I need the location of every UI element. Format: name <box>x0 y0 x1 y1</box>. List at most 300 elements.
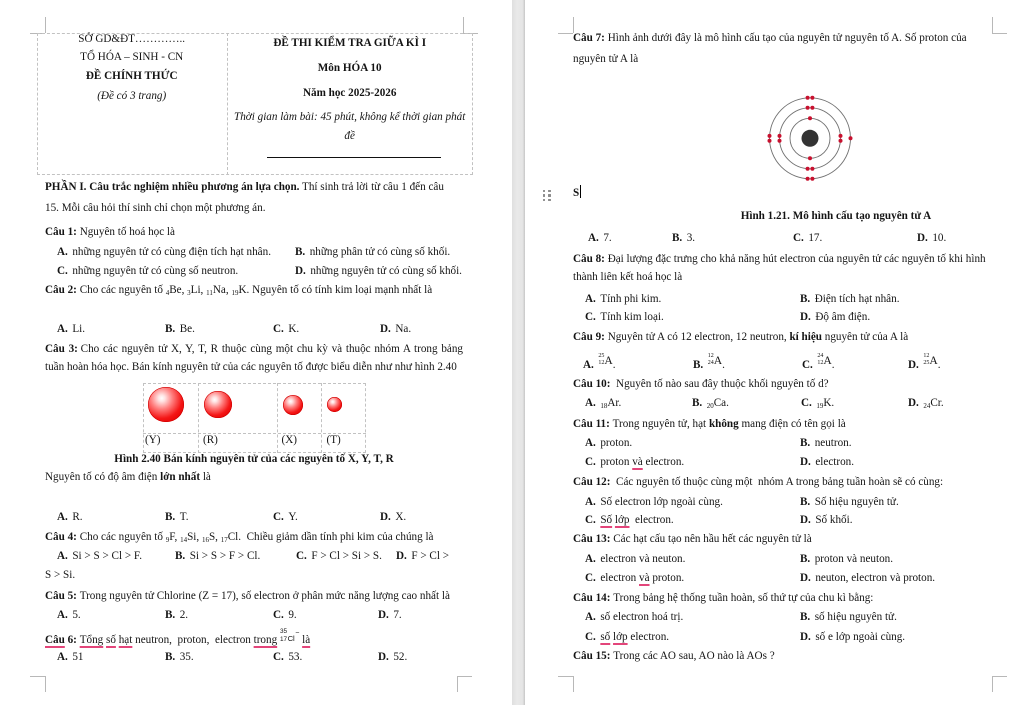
option-text: 7. <box>603 232 612 245</box>
sphere-label-y: (Y) <box>145 434 161 446</box>
figure-1-21-caption: Hình 1.21. Mô hình cấu tạo nguyên tử A <box>740 209 932 222</box>
drag-handle-dot <box>548 194 551 197</box>
subscript: 17 <box>220 535 228 544</box>
question-11 <box>573 415 846 433</box>
question-label: Câu 9: <box>573 331 605 344</box>
option-letter: B. <box>175 550 186 563</box>
figure-table-divider <box>277 383 278 453</box>
isotope-notation <box>279 628 300 645</box>
option-text <box>600 631 669 643</box>
atom-sphere-x <box>283 395 303 415</box>
question-stem: Trong nguyên tử Chlorine (Z = 17), số electron ở phân mức năng lượng cao nhất là <box>79 589 450 602</box>
option-text: electron và neuton. <box>600 553 686 565</box>
option-text <box>923 397 943 409</box>
option-text <box>600 572 684 584</box>
option-letter: B. <box>165 609 176 621</box>
electron-dot <box>806 106 810 110</box>
option-text: 51 <box>72 651 84 664</box>
text-run: electron. <box>629 514 674 526</box>
q12-option-b <box>800 493 899 511</box>
text-run: Cl. Chiều giảm dần tính phi kim của chúng là <box>227 530 434 543</box>
q8-option-a <box>585 290 661 308</box>
drag-handle-dot <box>543 199 546 202</box>
q1-option-c <box>57 262 238 280</box>
option-letter: C. <box>585 514 596 526</box>
text-run: electron. <box>642 456 685 469</box>
q7-option-c <box>793 229 822 247</box>
spelling-flagged-word[interactable]: lớp <box>613 631 628 644</box>
option-text: 10. <box>932 232 947 245</box>
option-text <box>707 352 725 371</box>
ion-charge: − <box>295 630 300 638</box>
mass-number: 12 <box>707 352 714 359</box>
question-label: Câu 14: <box>573 592 611 604</box>
question-stem: Trong bảng hệ thống tuần hoàn, số thứ tự của chu kì bằng: <box>613 592 874 604</box>
document-page-1[interactable] <box>0 0 512 705</box>
text-run: Si, <box>187 530 202 543</box>
option-text: những nguyên tử có cùng số neutron. <box>72 264 239 277</box>
question-stem <box>608 331 908 343</box>
option-letter: B. <box>692 397 703 410</box>
option-text: proton. <box>600 437 633 449</box>
q7-option-d <box>917 229 946 247</box>
header-table-divider <box>227 33 228 175</box>
corner-mark <box>457 676 458 692</box>
atomic-number: 25 <box>923 359 930 366</box>
q8-option-b <box>800 290 900 308</box>
option-text <box>600 456 684 468</box>
exam-subject: Môn HÓA 10 <box>317 62 382 75</box>
corner-mark <box>558 676 573 677</box>
question-stem: Trong các AO sau, AO nào là AOs ? <box>613 649 775 662</box>
department-name: SỞ GD&ĐT………….. <box>78 32 186 45</box>
q11-option-b <box>800 434 852 452</box>
corner-mark <box>992 33 1007 34</box>
option-letter: C. <box>57 264 68 277</box>
q2-option-d <box>380 320 411 338</box>
spelling-flagged-word[interactable]: Số <box>600 514 613 526</box>
q3-option-b <box>165 508 188 526</box>
question-stem: Các hạt cấu tạo nên hầu hết các nguyên tử là <box>613 533 812 545</box>
option-text: Be. <box>179 323 195 335</box>
option-text: 3. <box>686 232 696 245</box>
text-run: K. Nguyên tố có tính kim loại mạnh nhất là <box>238 284 433 296</box>
question-14 <box>573 589 873 607</box>
option-text <box>600 397 621 409</box>
q13-option-d <box>800 569 935 587</box>
q4-option-b <box>175 547 296 566</box>
spelling-flagged-word[interactable]: và <box>639 572 650 584</box>
subscript: 9 <box>165 535 170 544</box>
q1-option-d <box>295 262 462 280</box>
bold-text: kí hiệu <box>789 331 822 344</box>
option-letter: D. <box>378 609 389 621</box>
q7-option-a <box>588 229 612 247</box>
option-letter: B. <box>800 553 811 565</box>
option-letter: D. <box>380 511 391 524</box>
question-8 <box>573 250 993 287</box>
text-run: Trong nguyên tử, hạt <box>612 418 709 430</box>
electron-dot <box>810 96 814 100</box>
mass-number: 12 <box>923 352 930 359</box>
option-letter: A. <box>585 437 596 449</box>
option-text: 53. <box>288 651 303 664</box>
q10-option-d <box>908 394 944 412</box>
option-letter: D. <box>908 358 919 371</box>
option-text: 7. <box>393 609 402 621</box>
option-text: R. <box>72 511 83 524</box>
sphere-label-t: (T) <box>326 434 341 446</box>
element-symbol: A <box>929 353 938 367</box>
electron-dot <box>778 139 782 143</box>
spelling-flagged-word[interactable]: hạt <box>118 634 133 647</box>
q6-option-d <box>378 648 407 666</box>
electron-dot <box>810 167 814 171</box>
option-letter: B. <box>165 511 176 524</box>
option-text: 5. <box>72 609 81 621</box>
question-label: Câu 10: <box>573 378 611 390</box>
option-letter: B. <box>693 358 704 371</box>
option-letter: B. <box>165 323 176 335</box>
option-letter: B. <box>800 495 811 508</box>
q9-option-d <box>908 352 941 374</box>
option-letter: C. <box>793 232 804 245</box>
question-stem: Nguyên tố nào sau đây thuộc khối nguyên tố d? <box>613 378 829 390</box>
electron-dot <box>778 134 782 138</box>
spelling-flagged-word[interactable]: lớp <box>614 514 630 526</box>
text-run: Na, <box>212 284 232 296</box>
spelling-flagged-word[interactable]: số <box>600 631 611 644</box>
q4-option-c <box>296 547 396 566</box>
q9-option-a <box>583 352 616 374</box>
option-text <box>598 352 616 371</box>
text-run: proton. <box>649 572 685 584</box>
q14-option-d <box>800 628 905 646</box>
question-label: Câu 15: <box>573 649 611 662</box>
option-text: proton và neuton. <box>814 553 893 565</box>
question-label <box>45 634 77 646</box>
option-letter: A. <box>585 553 596 565</box>
bold-text: không <box>708 418 739 430</box>
drag-handle-dot <box>548 199 551 202</box>
option-letter: C. <box>296 550 307 563</box>
option-letter: C. <box>273 651 284 664</box>
element-symbol: A <box>823 353 832 367</box>
text-run: . <box>722 358 725 371</box>
option-text: 17. <box>808 232 823 245</box>
q6-option-c <box>273 648 302 666</box>
atomic-number: 24 <box>707 359 714 366</box>
part-1-heading <box>45 177 453 219</box>
option-text: Si > S > F > Cl. <box>189 550 261 563</box>
electron-dot <box>768 139 772 143</box>
option-text: Tính kim loại. <box>600 311 664 324</box>
option-letter: B. <box>800 437 811 449</box>
option-letter: D. <box>800 311 811 324</box>
option-text: số electron hoá trị. <box>600 611 684 624</box>
document-page-2[interactable] <box>525 0 1031 705</box>
option-text: Số khối. <box>815 514 853 526</box>
corner-mark <box>992 676 1007 677</box>
q9-option-c <box>802 352 835 374</box>
option-letter: C. <box>585 456 596 469</box>
option-letter: D. <box>908 397 919 410</box>
page-gutter <box>512 0 525 705</box>
option-letter: C. <box>585 572 596 584</box>
electron-dot <box>806 167 810 171</box>
isotope-notation <box>707 352 723 371</box>
option-letter: A. <box>588 232 599 245</box>
question-stem: Nguyên tố hoá học là <box>79 226 175 239</box>
electron-dot <box>806 96 810 100</box>
bold-text: lớn nhất <box>160 471 201 484</box>
electron-dot <box>839 134 843 138</box>
isotope-numbers <box>708 353 714 367</box>
option-text: Độ âm điện. <box>815 311 871 324</box>
subscript: 14 <box>180 535 188 544</box>
question-6 <box>45 628 311 649</box>
question-label: Câu 13: <box>573 533 611 545</box>
q5-option-d <box>378 606 402 624</box>
text-run: electron. <box>627 631 670 644</box>
q10-option-a <box>585 394 621 412</box>
mass-number: 25 <box>598 352 605 359</box>
question-12 <box>573 473 943 491</box>
text-run: Li, <box>190 284 207 296</box>
question-7 <box>573 28 993 69</box>
option-text: những nguyên tử có cùng điện tích hạt nhân. <box>72 245 271 258</box>
corner-mark <box>30 676 45 677</box>
q14-option-a <box>585 608 683 626</box>
q8-option-d <box>800 308 870 326</box>
school-year: Năm học 2025-2026 <box>302 87 397 99</box>
option-text: những nguyên tử có cùng số khối. <box>310 264 462 277</box>
option-letter: B. <box>295 245 306 258</box>
subscript: 19 <box>231 289 239 297</box>
mass-number: 24 <box>817 352 824 359</box>
drag-handle-dot <box>543 190 546 193</box>
option-text: số e lớp ngoài cùng. <box>815 631 906 644</box>
subscript: 19 <box>816 402 824 411</box>
question-stem <box>613 418 846 430</box>
text-run: nguyên tử của A là <box>821 331 909 344</box>
option-letter: A. <box>57 511 68 524</box>
text-run: proton <box>600 456 633 469</box>
electron-dot <box>808 116 812 120</box>
q12-option-c <box>585 511 674 529</box>
isotope-notation <box>817 352 832 371</box>
text-run: Nguyên tố có độ âm điện <box>45 471 161 484</box>
option-letter: A. <box>585 397 596 410</box>
exam-title: ĐỀ THI KIỂM TRA GIỮA KÌ I <box>273 37 427 50</box>
corner-mark <box>558 33 573 34</box>
option-text: Số hiệu nguyên tử. <box>814 495 899 508</box>
question-stem: Các nguyên tố thuộc cùng một nhóm A trong bảng tuần hoàn sẽ có cùng: <box>613 475 944 488</box>
corner-mark <box>573 676 574 692</box>
text-run: S, <box>208 530 221 543</box>
text-run: Be, <box>169 284 188 296</box>
option-letter: A. <box>57 651 68 664</box>
text-run: mang điện có tên gọi là <box>738 418 846 430</box>
header-underline <box>267 157 441 158</box>
bold-text: 6: <box>64 634 77 647</box>
option-letter: D. <box>800 631 811 644</box>
question-label: Câu 4: <box>45 530 77 543</box>
option-letter: A. <box>57 609 68 621</box>
electron-dot <box>768 134 772 138</box>
q5-option-b <box>165 606 188 624</box>
spelling-flagged-word[interactable]: trong <box>253 634 278 647</box>
option-letter: B. <box>800 293 811 305</box>
spelling-flagged-word[interactable]: và <box>632 456 643 469</box>
text-cursor <box>580 185 582 198</box>
q1-option-b <box>295 243 450 261</box>
electron-dot <box>849 136 853 140</box>
isotope-notation <box>598 352 613 371</box>
option-letter: A. <box>57 245 68 258</box>
drag-handle-dot <box>543 194 546 197</box>
option-text: electron. <box>815 456 855 469</box>
bold-text: PHẦN I. Câu trắc nghiệm nhiều phương án lựa chọn. <box>45 181 300 193</box>
subscript: 20 <box>706 402 714 411</box>
option-letter: B. <box>165 651 176 664</box>
option-letter: C. <box>273 609 284 621</box>
figure-2-40-caption: Hình 2.40 Bán kính nguyên tử của các nguyên tố X, Y, T, R <box>114 453 394 465</box>
q12-option-a <box>585 493 723 511</box>
question-1 <box>45 223 175 241</box>
option-letter: A. <box>583 358 594 371</box>
drag-handle-dot <box>548 190 551 193</box>
text-run: Ca. <box>713 397 729 410</box>
question-label: Câu 8: <box>573 253 605 266</box>
question-stem: Hình ảnh dưới đây là mô hình cấu tạo của nguyên tử nguyên tố A. Số proton của nguyên tử A là <box>573 32 967 65</box>
question-10 <box>573 375 829 393</box>
option-text: Y. <box>288 511 298 524</box>
q9-option-b <box>693 352 725 374</box>
atom-sphere-y <box>148 387 183 422</box>
figure-table-divider <box>321 383 322 453</box>
q4-options <box>45 547 453 584</box>
option-text: những phân tử có cùng số khối. <box>309 245 451 258</box>
question-label: Câu 5: <box>45 589 77 602</box>
option-text: Số electron lớp ngoài cùng. <box>600 495 723 508</box>
option-letter: B. <box>800 611 811 624</box>
spelling-flagged-word[interactable]: Câu <box>45 634 65 647</box>
option-text: F > Cl > S > Si. <box>45 550 449 581</box>
q6-option-b <box>165 648 194 666</box>
pages-note: (Đề có 3 trang) <box>97 89 167 102</box>
subscript: 4 <box>165 289 170 297</box>
question-3 <box>45 340 463 377</box>
question-stem: Đại lượng đặc trưng cho khả năng hút electron của nguyên tử các nguyên tố khi hình thành liên kết hoá học là <box>573 253 986 284</box>
spelling-flagged-word[interactable]: số <box>106 634 116 647</box>
official-label: ĐỀ CHÍNH THỨC <box>85 70 178 83</box>
option-letter: D. <box>378 651 389 664</box>
question-4 <box>45 528 434 546</box>
question-3-followup <box>45 468 211 486</box>
corner-mark <box>457 676 472 677</box>
corner-mark <box>45 676 46 692</box>
option-text: F > Cl > Si > S. <box>311 550 382 563</box>
option-text: neutron. <box>814 437 852 449</box>
editing-line[interactable] <box>573 184 581 202</box>
element-symbol: A <box>604 353 613 367</box>
option-text: 35. <box>179 651 194 664</box>
question-stem <box>80 284 432 296</box>
option-letter: D. <box>800 572 811 584</box>
option-letter: D. <box>800 456 811 469</box>
text-run: electron <box>600 572 640 584</box>
option-text <box>600 514 673 526</box>
block-drag-handle[interactable] <box>543 190 553 204</box>
spelling-flagged-word[interactable]: Tổng <box>79 634 104 647</box>
option-text: Điện tích hạt nhân. <box>814 293 900 305</box>
question-stem: Cho các nguyên tử X, Y, T, R thuộc cùng một chu kỳ và thuộc nhóm A trong bảng tuần hoàn hóa học. Bán kính nguyên tử của các nguyên tố được biểu diễn như như hình 2.40 <box>45 343 463 374</box>
element-symbol: Cl <box>287 633 295 643</box>
isotope-numbers <box>280 628 287 642</box>
q3-option-d <box>380 508 406 526</box>
option-text: Li. <box>72 323 86 335</box>
isotope-notation <box>923 352 938 371</box>
text-run: Cho các nguyên tố <box>79 530 166 543</box>
q10-option-c <box>801 394 834 412</box>
q6-option-a <box>57 648 83 666</box>
q3-option-a <box>57 508 83 526</box>
time-note: Thời gian làm bài: 45 phút, không kể thời gian phát đề <box>234 111 469 142</box>
text-run: Nguyên tử A có 12 electron, 12 neutron, <box>607 331 790 344</box>
subscript: 24 <box>923 402 931 411</box>
text-run: neutron, proton, electron <box>132 634 254 647</box>
electron-dot <box>810 106 814 110</box>
option-letter: C. <box>802 358 813 371</box>
spelling-flagged-word[interactable]: là <box>302 634 311 647</box>
q7-option-b <box>672 229 695 247</box>
subscript: 11 <box>206 289 213 297</box>
q8-option-c <box>585 308 664 326</box>
element-symbol: A <box>713 353 723 367</box>
option-letter: D. <box>396 550 407 563</box>
q12-option-d <box>800 511 853 529</box>
text-run: K. <box>823 397 835 410</box>
atomic-number: 12 <box>817 359 824 366</box>
question-label: Câu 1: <box>45 226 77 239</box>
question-label: Câu 3: <box>45 343 78 355</box>
option-letter: C. <box>801 397 812 410</box>
subscript: 3 <box>187 289 191 297</box>
question-label: Câu 7: <box>573 32 605 45</box>
subscript: 18 <box>600 402 608 411</box>
option-letter: A. <box>585 611 596 624</box>
option-text <box>817 352 835 371</box>
q11-option-c <box>585 453 684 471</box>
option-letter: C. <box>585 311 596 324</box>
corner-mark <box>463 17 464 33</box>
option-letter: B. <box>672 232 683 245</box>
option-text: 9. <box>288 609 297 621</box>
electron-dot <box>806 177 810 181</box>
q2-option-c <box>273 320 299 338</box>
subject-group: TỔ HÓA – SINH - CN <box>80 51 184 64</box>
q2-option-b <box>165 320 195 338</box>
q14-option-c <box>585 628 669 646</box>
subscript: 16 <box>201 535 209 544</box>
option-text <box>707 397 729 409</box>
text-run: F, <box>169 530 181 543</box>
mass-number: 35 <box>279 628 288 636</box>
option-text: neuton, electron và proton. <box>815 572 936 584</box>
option-letter: D. <box>800 514 811 526</box>
option-text <box>816 397 834 409</box>
